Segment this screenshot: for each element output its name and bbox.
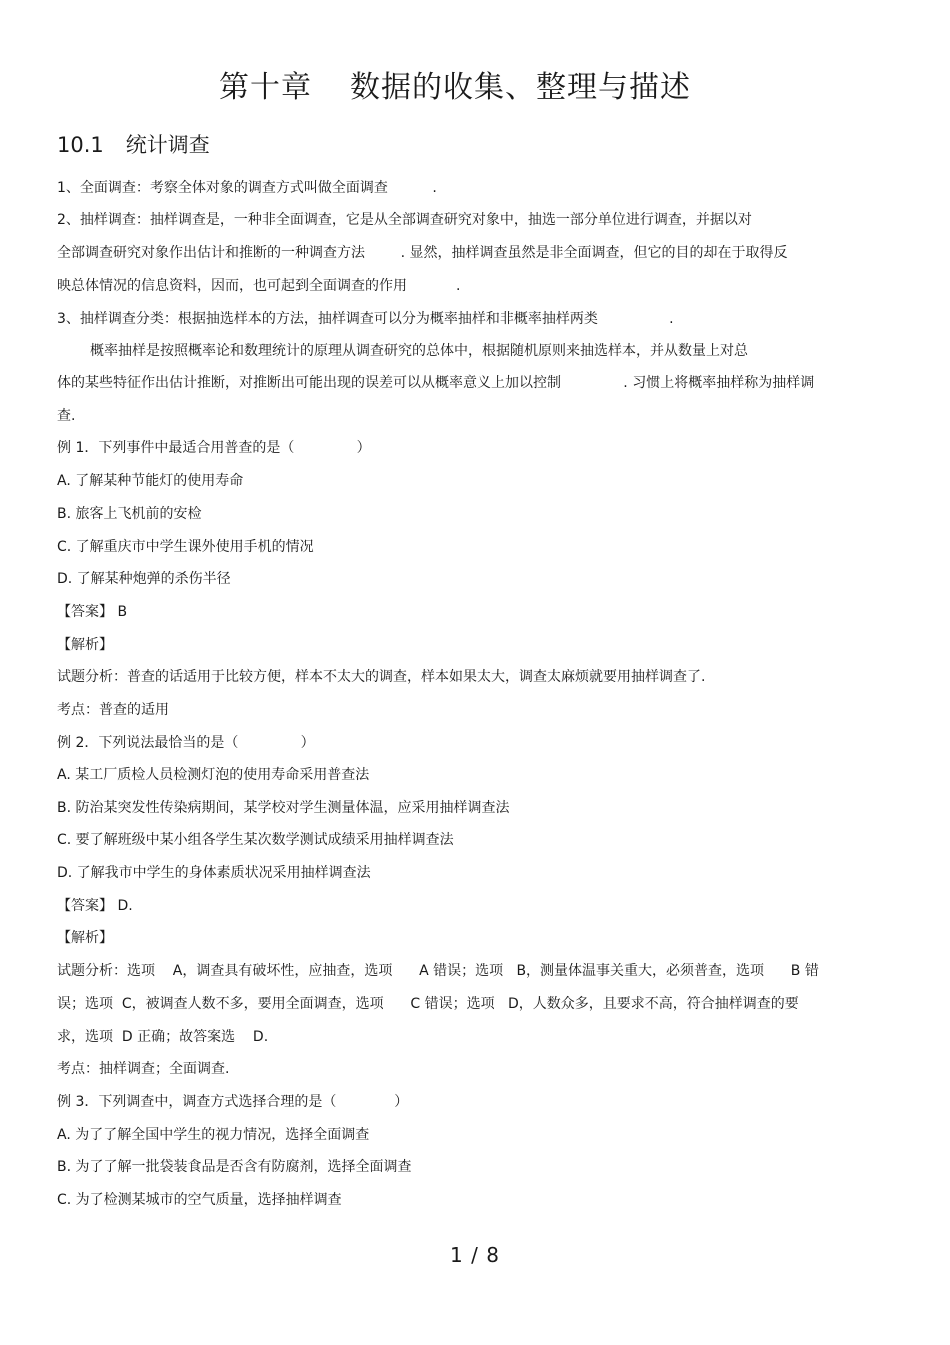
- text-line: 2、抽样调查：抽样调查是，一种非全面调查，它是从全部调查研究对象中，抽选一部分单位进行调查，并据以对: [57, 212, 752, 228]
- answer: 【答案】 B: [57, 604, 128, 620]
- text-line: 查.: [57, 408, 76, 424]
- example-question: 例 3．下列调查中，调查方式选择合理的是（ ）: [57, 1094, 409, 1110]
- option: C. 为了检测某城市的空气质量，选择抽样调查: [57, 1192, 342, 1208]
- text-line: 全部调查研究对象作出估计和推断的一种调查方法 . 显然，抽样调查虽然是非全面调查，但它的目的却在于取得反: [57, 245, 788, 261]
- page-number: 1 / 8: [450, 1243, 500, 1267]
- example-question: 例 1．下列事件中最适合用普查的是（ ）: [57, 440, 371, 456]
- analysis-heading: 【解析】: [57, 637, 113, 653]
- option: A. 为了了解全国中学生的视力情况，选择全面调查: [57, 1127, 370, 1143]
- chapter-number: 第十章: [219, 70, 312, 105]
- option: B. 防治某突发性传染病期间，某学校对学生测量体温，应采用抽样调查法: [57, 800, 510, 816]
- analysis-heading: 【解析】: [57, 930, 113, 946]
- answer: 【答案】 D.: [57, 898, 133, 914]
- key-point: 考点：抽样调查；全面调查.: [57, 1061, 230, 1077]
- option: C. 了解重庆市中学生课外使用手机的情况: [57, 539, 314, 555]
- option: D. 了解某种炮弹的杀伤半径: [57, 571, 231, 587]
- text-line: 3、抽样调查分类：根据抽选样本的方法，抽样调查可以分为概率抽样和非概率抽样两类 .: [57, 311, 674, 327]
- option: D. 了解我市中学生的身体素质状况采用抽样调查法: [57, 865, 371, 881]
- analysis-text: 误；选项 C，被调查人数不多，要用全面调查，选项 C 错误；选项 D，人数众多，且要求不高，符合抽样调查的要: [57, 996, 799, 1012]
- option: B. 旅客上飞机前的安检: [57, 506, 202, 522]
- analysis-text: 试题分析：普查的话适用于比较方便，样本不太大的调查，样本如果太大，调查太麻烦就要用抽样调查了.: [57, 669, 706, 685]
- text-line: 体的某些特征作出估计推断，对推断出可能出现的误差可以从概率意义上加以控制 . 习惯上将概率抽样称为抽样调: [57, 375, 815, 391]
- option: C. 要了解班级中某小组各学生某次数学测试成绩采用抽样调查法: [57, 832, 454, 848]
- section-number: 10.1: [57, 133, 104, 157]
- analysis-text: 求，选项 D 正确；故答案选 D.: [57, 1029, 269, 1045]
- text-line: 1、全面调查：考察全体对象的调查方式叫做全面调查 .: [57, 180, 437, 196]
- option: B. 为了了解一批袋装食品是否含有防腐剂，选择全面调查: [57, 1159, 412, 1175]
- analysis-text: 试题分析：选项 A，调查具有破坏性，应抽查，选项 A 错误；选项 B，测量体温事关重大，必须普查，选项 B 错: [57, 963, 819, 979]
- section-name: 统计调查: [125, 133, 210, 157]
- chapter-title: [0, 62, 910, 106]
- text-line: 映总体情况的信息资料，因而，也可起到全面调查的作用 .: [57, 278, 461, 294]
- option: A. 了解某种节能灯的使用寿命: [57, 473, 244, 489]
- chapter-name: 数据的收集、整理与描述: [350, 70, 691, 105]
- text-line: 概率抽样是按照概率论和数理统计的原理从调查研究的总体中，根据随机原则来抽选样本，并从数量上对总: [90, 343, 748, 359]
- section-heading: [57, 129, 210, 159]
- option: A. 某工厂质检人员检测灯泡的使用寿命采用普查法: [57, 767, 370, 783]
- example-question: 例 2．下列说法最恰当的是（ ）: [57, 735, 315, 751]
- key-point: 考点：普查的适用: [57, 702, 169, 718]
